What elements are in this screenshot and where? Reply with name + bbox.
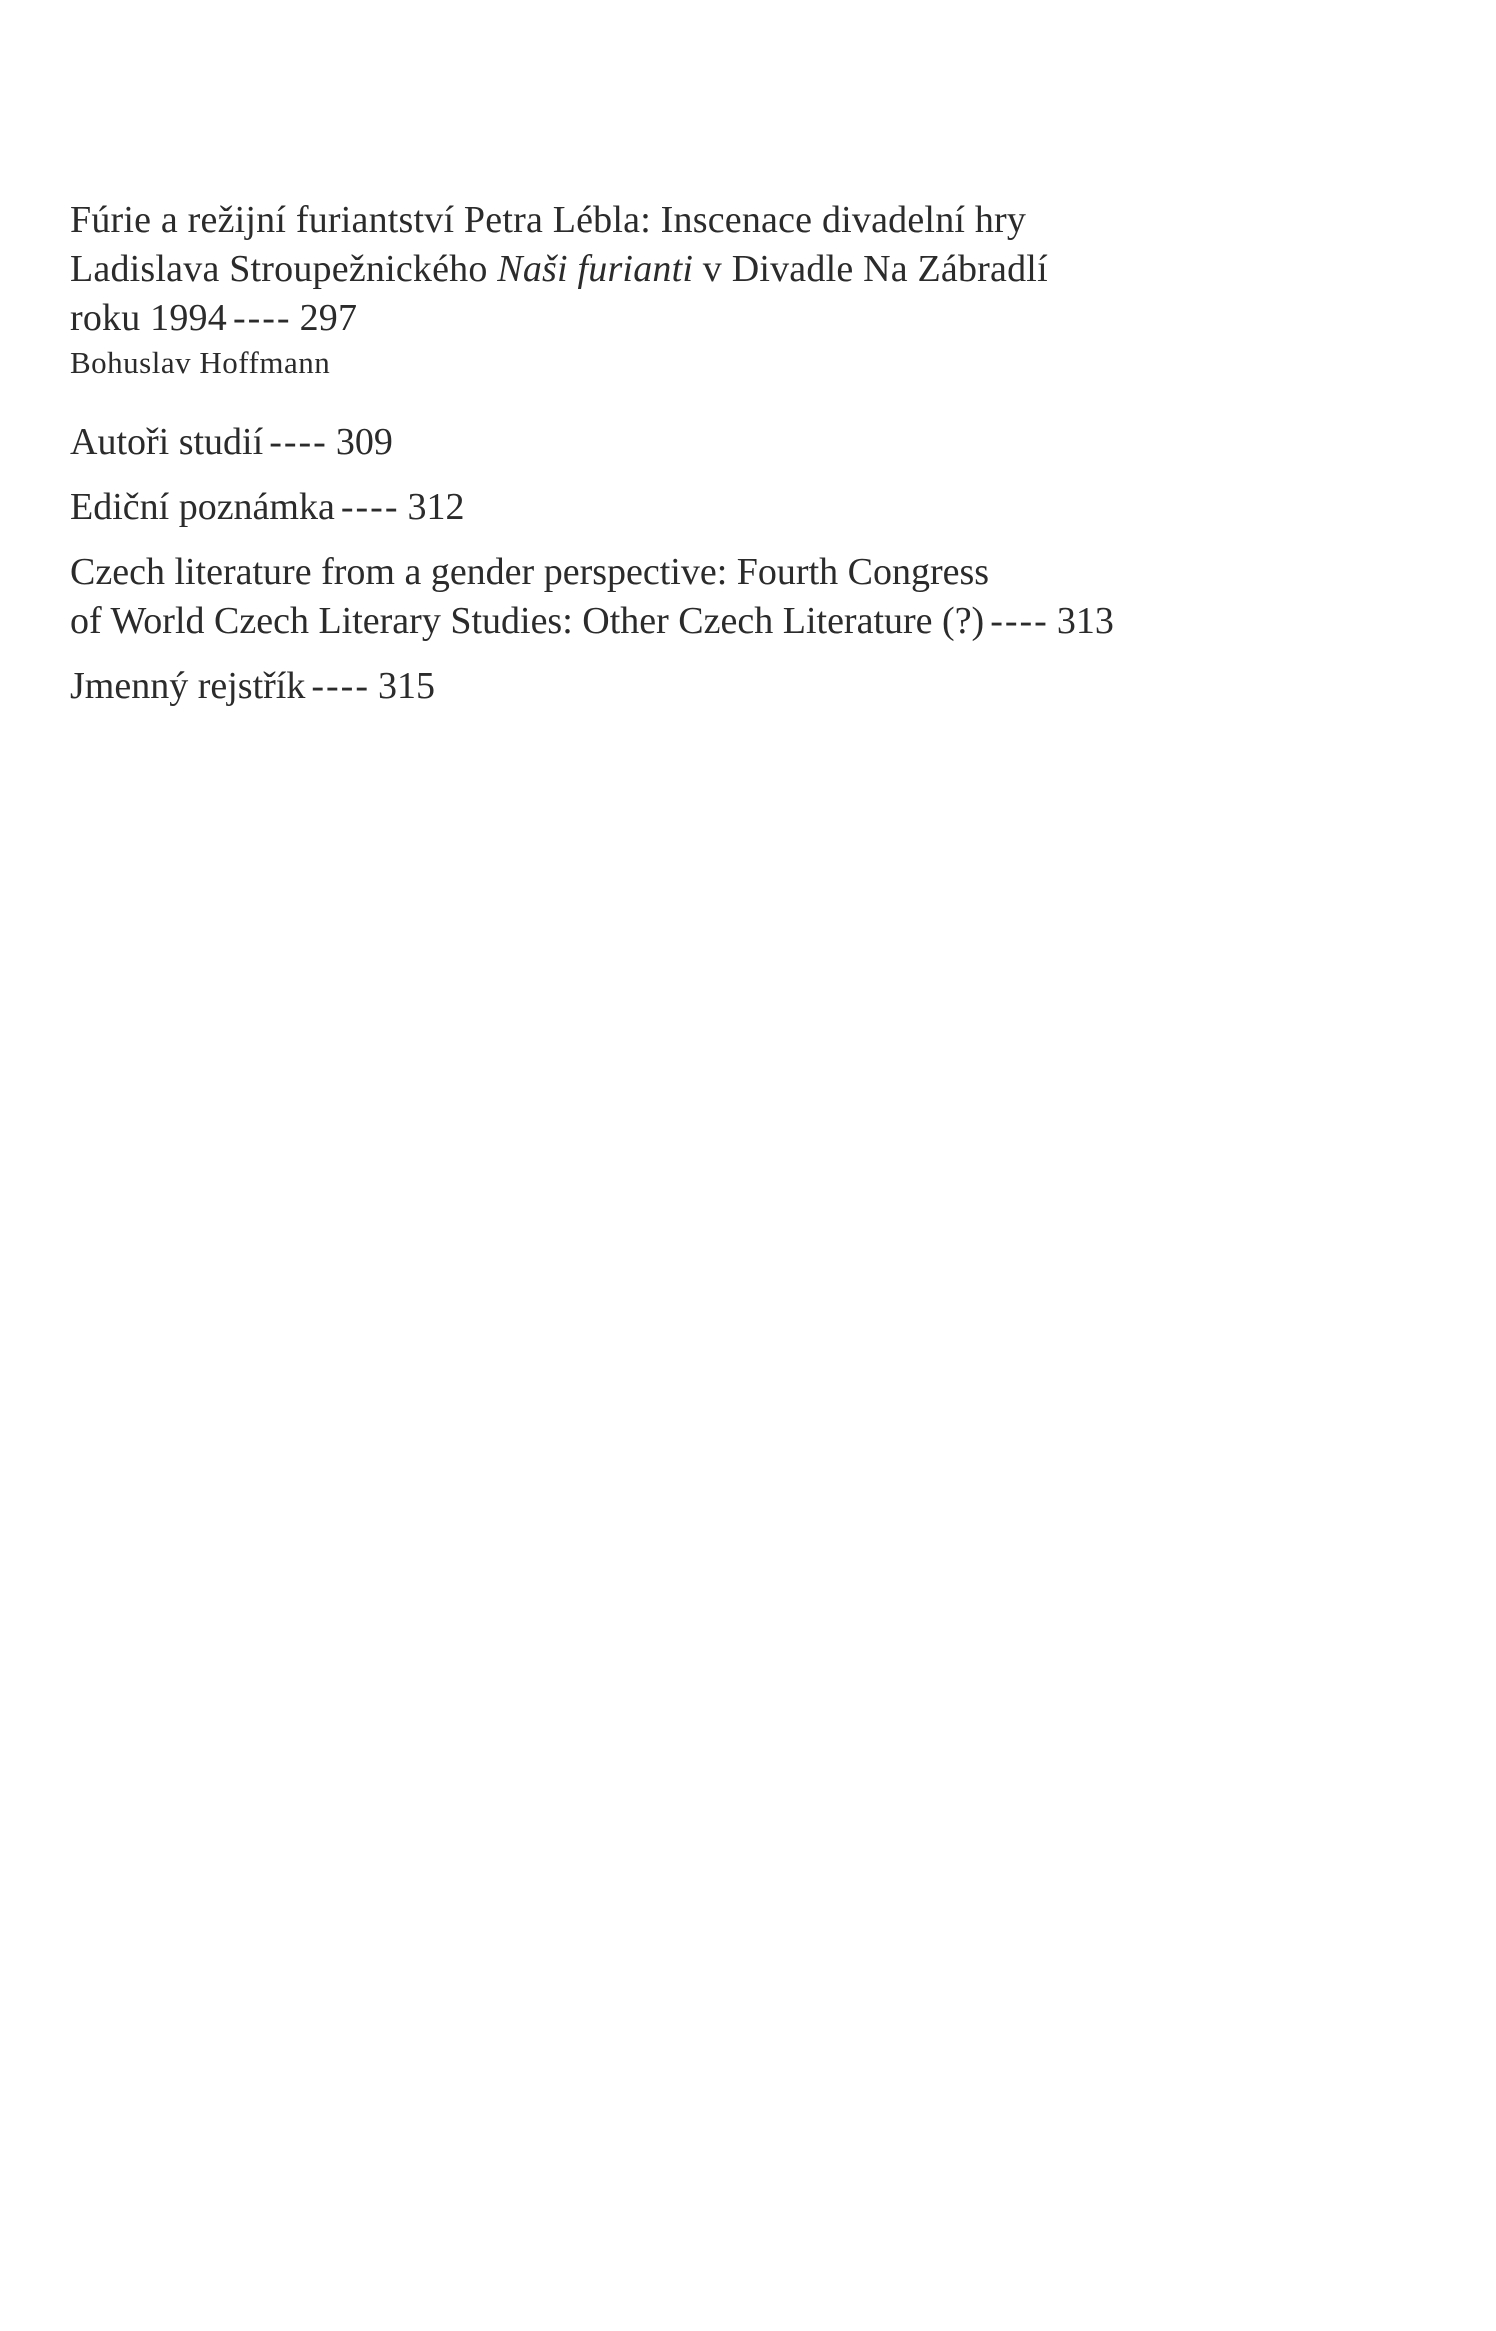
title-line-3: roku 1994 <box>70 297 227 339</box>
title-line-2-pre: Ladislava Stroupežnického <box>70 248 498 290</box>
toc-entry-title: Autoři studií <box>70 421 264 463</box>
toc-entry-edicni-poznamka <box>70 483 1430 532</box>
title-line-2: of World Czech Literary Studies: Other Czech Literature (?) <box>70 600 985 642</box>
title-line-1: Czech literature from a gender perspective: Fourth Congress <box>70 551 990 593</box>
toc-leader: ---- <box>311 665 370 707</box>
toc-page-number: 309 <box>335 421 393 463</box>
title-line-2-post: v Divadle Na Zábradlí <box>693 248 1048 290</box>
toc-entry-czech-literature <box>70 548 1430 646</box>
toc-leader: ---- <box>232 297 292 339</box>
toc-entry-title <box>70 196 1430 343</box>
toc-entry-jmenny-rejstrik <box>70 662 1430 711</box>
toc-page-number: 313 <box>1056 600 1114 642</box>
toc-page-number: 315 <box>377 665 435 707</box>
toc-page-number: 312 <box>407 486 465 528</box>
title-line-2-italic: Naši furianti <box>497 248 694 290</box>
toc-page-number: 297 <box>299 297 358 339</box>
title-line-1: Fúrie a režijní furiantství Petra Lébla: Inscenace divadelní hry <box>70 199 1027 241</box>
toc-leader: ---- <box>340 486 400 528</box>
toc-entry-autori-studii <box>70 418 1430 467</box>
toc-entry-title: Jmenný rejstřík <box>70 665 306 707</box>
table-of-contents <box>70 196 1430 727</box>
toc-leader: ---- <box>990 600 1049 642</box>
toc-entry-furie <box>70 196 1430 382</box>
toc-entry-title: Ediční poznámka <box>70 486 335 528</box>
toc-leader: ---- <box>269 421 328 463</box>
toc-entry-author: Bohuslav Hoffmann <box>70 345 331 380</box>
